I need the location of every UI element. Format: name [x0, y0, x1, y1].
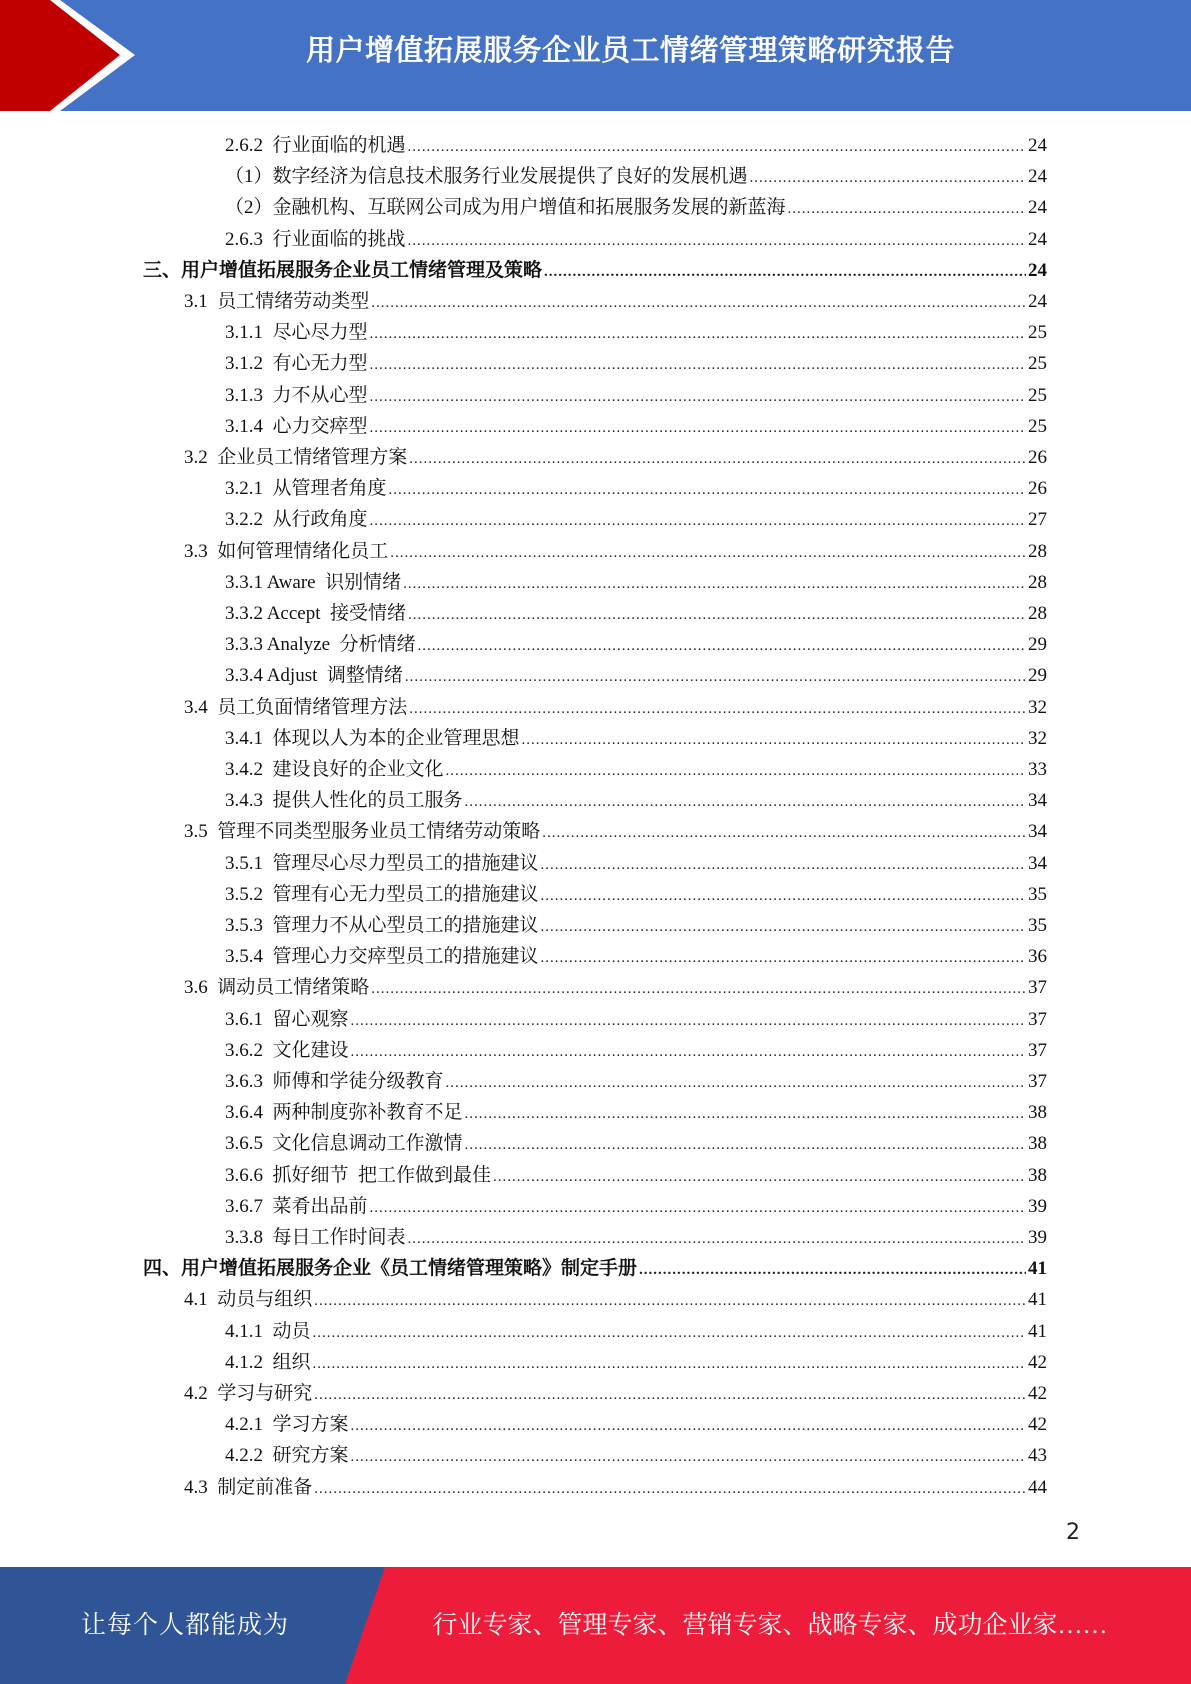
toc-entry[interactable]: [225, 220, 1047, 251]
toc-entry-title: 3.5.1 管理尽心尽力型员工的措施建议: [225, 852, 539, 874]
toc-entry[interactable]: [225, 1343, 1047, 1374]
toc-entry-page: 34: [1028, 852, 1047, 874]
toc-entry[interactable]: [184, 532, 1047, 563]
toc-entry[interactable]: [184, 282, 1047, 313]
toc-entry[interactable]: [225, 1218, 1047, 1249]
toc-dot-leader: [370, 418, 1026, 438]
toc-entry-page: 37: [1028, 977, 1047, 999]
toc-entry-page: 42: [1028, 1383, 1047, 1404]
toc-entry[interactable]: [225, 781, 1047, 812]
toc-dot-leader: [389, 480, 1026, 500]
toc-entry[interactable]: [184, 1468, 1047, 1499]
report-title: 用户增值拓展服务企业员工情绪管理策略研究报告: [305, 33, 955, 67]
toc-entry-page: 24: [1028, 291, 1047, 312]
toc-entry[interactable]: [225, 376, 1047, 407]
toc-entry[interactable]: [225, 469, 1047, 500]
toc-entry-title: 3.1.4 心力交瘁型: [225, 415, 368, 437]
toc-dot-leader: [409, 699, 1026, 719]
toc-entry[interactable]: [184, 438, 1047, 469]
toc-entry[interactable]: [184, 688, 1047, 719]
toc-dot-leader: [371, 979, 1026, 999]
toc-entry-page: 27: [1028, 509, 1047, 531]
toc-entry-title: 3.3.3 Analyze 分析情绪: [225, 634, 416, 656]
toc-entry-title: 3.2 企业员工情绪管理方案: [184, 447, 408, 468]
page-number: 2: [1066, 1520, 1080, 1545]
toc-entry-title: 3.5.2 管理有心无力型员工的措施建议: [225, 883, 539, 905]
toc-dot-leader: [465, 792, 1026, 812]
toc-entry-title: 4.2.2 研究方案: [225, 1445, 349, 1467]
toc-entry-page: 41: [1028, 1289, 1047, 1311]
toc-entry-title: 3.5.4 管理心力交瘁型员工的措施建议: [225, 946, 539, 968]
toc-entry-title: 4.2.1 学习方案: [225, 1414, 349, 1436]
toc-entry-title: 3.1.2 有心无力型: [225, 353, 368, 375]
toc-entry-title: 3.4 员工负面情绪管理方法: [184, 696, 408, 718]
toc-entry[interactable]: [225, 344, 1047, 375]
toc-entry[interactable]: [225, 875, 1047, 906]
toc-entry-page: 29: [1028, 665, 1047, 687]
toc-entry-title: 3.6.7 菜肴出品前: [225, 1195, 368, 1217]
toc-entry-title: 4.1.1 动员: [225, 1320, 311, 1342]
toc-dot-leader: [408, 137, 1026, 157]
toc-entry[interactable]: [225, 656, 1047, 687]
toc-entry-page: 26: [1028, 447, 1047, 468]
toc-entry-title: 3.6.6 抓好细节 把工作做到最佳: [225, 1164, 492, 1186]
toc-entry-title: 4.1.2 组织: [225, 1351, 311, 1373]
toc-entry-title: 3.5.3 管理力不从心型员工的措施建议: [225, 915, 539, 936]
toc-entry-page: 32: [1028, 727, 1047, 749]
toc-dot-leader: [408, 605, 1026, 625]
toc-entry-page: 42: [1028, 1351, 1047, 1373]
toc-entry-title: 2.6.3 行业面临的挑战: [225, 228, 406, 250]
toc-dot-leader: [446, 1073, 1026, 1093]
toc-entry-title: 3.6.3 师傅和学徒分级教育: [225, 1071, 444, 1092]
toc-entry[interactable]: [225, 1312, 1047, 1343]
toc-dot-leader: [418, 636, 1026, 656]
toc-entry-page: 24: [1028, 259, 1047, 281]
toc-entry-page: 25: [1028, 415, 1047, 437]
toc-dot-leader: [541, 948, 1026, 968]
toc-entry-page: 25: [1028, 384, 1047, 406]
toc-dot-leader: [370, 1198, 1026, 1218]
toc-entry-page: 36: [1028, 946, 1047, 968]
toc-dot-leader: [403, 574, 1026, 594]
toc-entry-title: 3.6.5 文化信息调动工作激情: [225, 1133, 463, 1155]
toc-entry[interactable]: [143, 1249, 1047, 1280]
toc-entry[interactable]: [225, 1000, 1047, 1031]
toc-entry-page: 42: [1028, 1414, 1047, 1436]
toc-dot-leader: [542, 823, 1026, 843]
toc-entry-title: 3.4.2 建设良好的企业文化: [225, 759, 444, 780]
toc-entry-page: 37: [1028, 1071, 1047, 1092]
toc-dot-leader: [522, 730, 1026, 750]
toc-entry-title: 3.6 调动员工情绪策略: [184, 977, 370, 999]
toc-entry[interactable]: [225, 563, 1047, 594]
toc-entry-page: 41: [1028, 1320, 1047, 1342]
toc-dot-leader: [405, 667, 1026, 687]
toc-entry[interactable]: [225, 1156, 1047, 1187]
toc-entry-page: 24: [1028, 228, 1047, 250]
toc-entry-title: 3.2.2 从行政角度: [225, 509, 368, 531]
toc-dot-leader: [351, 1011, 1026, 1031]
toc-entry[interactable]: [225, 188, 1047, 219]
page-footer: [0, 1567, 1191, 1684]
toc-dot-leader: [390, 543, 1026, 563]
toc-dot-leader: [351, 1447, 1026, 1467]
toc-entry-title: 3.3.2 Accept 接受情绪: [225, 603, 407, 624]
toc-dot-leader: [370, 387, 1026, 407]
toc-dot-leader: [314, 1479, 1026, 1499]
toc-dot-leader: [544, 262, 1026, 282]
toc-dot-leader: [351, 1416, 1026, 1436]
toc-entry-page: 28: [1028, 603, 1047, 624]
toc-entry-page: 33: [1028, 759, 1047, 780]
toc-entry-page: 38: [1028, 1133, 1047, 1155]
toc-dot-leader: [493, 1167, 1026, 1187]
toc-entry[interactable]: [225, 1405, 1047, 1436]
toc-entry[interactable]: [225, 1031, 1047, 1062]
toc-dot-leader: [541, 855, 1026, 875]
toc-dot-leader: [370, 511, 1026, 531]
toc-entry[interactable]: [225, 844, 1047, 875]
toc-entry-page: 28: [1028, 540, 1047, 562]
toc-entry-title: 四、用户增值拓展服务企业《员工情绪管理策略》制定手册: [143, 1258, 638, 1280]
toc-entry-page: 34: [1028, 821, 1047, 843]
toc-entry-title: 3.2.1 从管理者角度: [225, 478, 387, 500]
toc-dot-leader: [370, 324, 1026, 344]
toc-entry-page: 37: [1028, 1008, 1047, 1030]
toc-entry[interactable]: [225, 407, 1047, 438]
toc-entry[interactable]: [225, 1187, 1047, 1218]
toc-entry-page: 26: [1028, 478, 1047, 500]
toc-entry[interactable]: [184, 968, 1047, 999]
toc-entry-title: 4.1 动员与组织: [184, 1289, 313, 1311]
toc-entry-page: 39: [1028, 1227, 1047, 1248]
toc-dot-leader: [408, 1229, 1026, 1249]
toc-entry[interactable]: [225, 500, 1047, 531]
toc-entry-title: （1）数字经济为信息技术服务行业发展提供了良好的发展机遇: [225, 166, 748, 188]
toc-dot-leader: [788, 199, 1026, 219]
toc-dot-leader: [313, 1323, 1026, 1343]
toc-entry[interactable]: [225, 1062, 1047, 1093]
toc-entry[interactable]: [143, 251, 1047, 282]
toc-entry-page: 38: [1028, 1164, 1047, 1186]
toc-entry[interactable]: [225, 906, 1047, 937]
toc-entry[interactable]: [225, 719, 1047, 750]
toc-entry-title: 3.1.3 力不从心型: [225, 384, 368, 406]
toc-entry-page: 39: [1028, 1195, 1047, 1217]
toc-entry-page: 24: [1028, 135, 1047, 156]
toc-dot-leader: [639, 1260, 1026, 1280]
toc-entry-page: 32: [1028, 696, 1047, 718]
toc-dot-leader: [465, 1104, 1026, 1124]
toc-entry-page: 38: [1028, 1102, 1047, 1124]
toc-entry-page: 25: [1028, 353, 1047, 375]
toc-entry-title: （2）金融机构、互联网公司成为用户增值和拓展服务发展的新蓝海: [225, 197, 786, 219]
toc-dot-leader: [541, 886, 1026, 906]
toc-entry-page: 34: [1028, 790, 1047, 812]
toc-entry[interactable]: [225, 1436, 1047, 1467]
toc-entry-page: 29: [1028, 634, 1047, 656]
footer-slogan-right: 行业专家、管理专家、营销专家、战略专家、成功企业家……: [432, 1612, 1108, 1639]
toc-entry[interactable]: [225, 750, 1047, 781]
toc-entry-page: 35: [1028, 915, 1047, 936]
toc-entry[interactable]: [184, 812, 1047, 843]
toc-entry[interactable]: [225, 937, 1047, 968]
toc-entry-title: 4.3 制定前准备: [184, 1476, 313, 1498]
toc-dot-leader: [408, 231, 1026, 251]
toc-dot-leader: [409, 449, 1026, 469]
toc-entry-title: 3.4.1 体现以人为本的企业管理思想: [225, 727, 520, 749]
toc-entry-page: 41: [1028, 1258, 1047, 1280]
toc-entry[interactable]: [184, 1280, 1047, 1311]
toc-entry[interactable]: [225, 625, 1047, 656]
toc-entry-page: 24: [1028, 166, 1047, 188]
page-header: [0, 0, 1191, 111]
toc-entry-page: 24: [1028, 197, 1047, 219]
toc-dot-leader: [465, 1135, 1026, 1155]
toc-entry-title: 3.3.8 每日工作时间表: [225, 1227, 406, 1248]
toc-dot-leader: [541, 917, 1026, 937]
toc-entry[interactable]: [225, 157, 1047, 188]
toc-dot-leader: [313, 1354, 1026, 1374]
toc-entry-page: 44: [1028, 1476, 1047, 1498]
toc-entry-title: 2.6.2 行业面临的机遇: [225, 135, 406, 156]
toc-entry-page: 28: [1028, 571, 1047, 593]
toc-entry-title: 3.1.1 尽心尽力型: [225, 322, 368, 344]
toc-dot-leader: [370, 355, 1026, 375]
toc-dot-leader: [446, 761, 1026, 781]
toc-dot-leader: [371, 293, 1026, 313]
toc-entry-title: 3.6.2 文化建设: [225, 1039, 349, 1061]
toc-entry-title: 3.1 员工情绪劳动类型: [184, 291, 370, 312]
toc-entry-title: 3.3.1 Aware 识别情绪: [225, 571, 402, 593]
toc-entry-title: 三、用户增值拓展服务企业员工情绪管理及策略: [143, 259, 543, 281]
toc-entry-page: 37: [1028, 1039, 1047, 1061]
toc-entry-page: 25: [1028, 322, 1047, 344]
toc-dot-leader: [351, 1042, 1026, 1062]
toc-entry[interactable]: [225, 126, 1047, 157]
toc-entry[interactable]: [225, 1093, 1047, 1124]
toc-entry[interactable]: [225, 313, 1047, 344]
toc-entry-title: 3.3.4 Adjust 调整情绪: [225, 665, 403, 687]
toc-entry-page: 35: [1028, 883, 1047, 905]
toc-dot-leader: [750, 168, 1026, 188]
toc-entry-title: 3.4.3 提供人性化的员工服务: [225, 790, 463, 812]
toc-entry[interactable]: [184, 1374, 1047, 1405]
footer-slogan-left: 让每个人都能成为: [80, 1612, 289, 1639]
toc-entry-title: 3.6.4 两种制度弥补教育不足: [225, 1102, 463, 1124]
toc-dot-leader: [314, 1385, 1026, 1405]
toc-entry-title: 3.5 管理不同类型服务业员工情绪劳动策略: [184, 821, 541, 843]
toc-entry-title: 3.6.1 留心观察: [225, 1008, 349, 1030]
toc-dot-leader: [314, 1291, 1026, 1311]
toc-entry[interactable]: [225, 1124, 1047, 1155]
toc-entry-page: 43: [1028, 1445, 1047, 1467]
toc-entry-title: 3.3 如何管理情绪化员工: [184, 540, 389, 562]
toc-entry-title: 4.2 学习与研究: [184, 1383, 313, 1404]
toc-entry[interactable]: [225, 594, 1047, 625]
